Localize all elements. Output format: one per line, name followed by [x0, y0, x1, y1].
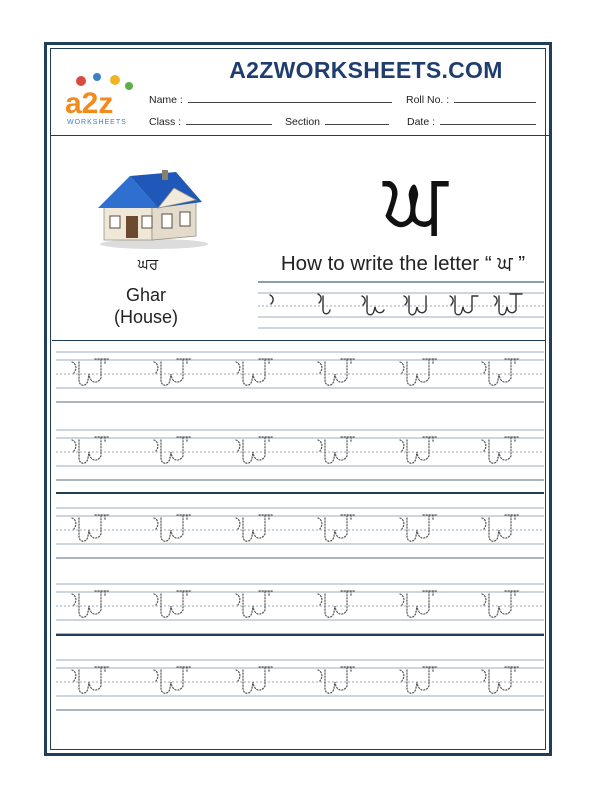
instruction-text: How to write the letter “ ਘ ” — [280, 252, 526, 275]
band-separator — [56, 492, 544, 494]
trace-letter[interactable] — [482, 359, 519, 385]
band-separator — [56, 634, 544, 636]
name-field[interactable] — [149, 93, 392, 106]
roll-label: Roll No. : — [406, 94, 450, 106]
punjabi-word: ਘਰ — [137, 255, 159, 273]
trace-letter[interactable] — [400, 667, 437, 693]
english-word: (House) — [113, 307, 179, 327]
class-field[interactable] — [149, 115, 272, 128]
trace-letter[interactable] — [318, 359, 355, 385]
trace-letter[interactable] — [236, 437, 273, 463]
trace-letter[interactable] — [154, 667, 191, 693]
trace-letter[interactable] — [482, 591, 519, 617]
trace-letter[interactable] — [72, 437, 109, 463]
trace-letter[interactable] — [72, 591, 109, 617]
section-divider — [52, 340, 546, 341]
trace-letter[interactable] — [154, 515, 191, 541]
name-label: Name : — [149, 94, 183, 106]
roll-field[interactable] — [406, 93, 536, 106]
trace-letter[interactable] — [318, 591, 355, 617]
house-illustration — [96, 166, 212, 250]
date-label: Date : — [407, 116, 436, 128]
trace-letter[interactable] — [318, 515, 355, 541]
trace-letter[interactable] — [236, 515, 273, 541]
trace-letter[interactable] — [236, 359, 273, 385]
trace-letter[interactable] — [318, 437, 355, 463]
practice-row[interactable] — [56, 350, 544, 406]
trace-letter[interactable] — [236, 591, 273, 617]
stroke-order-guide — [258, 280, 544, 330]
date-field[interactable] — [407, 115, 536, 128]
svg-text:a2z: a2z — [65, 87, 114, 120]
svg-text:WORKSHEETS: WORKSHEETS — [67, 119, 127, 126]
trace-letter[interactable] — [72, 667, 109, 693]
practice-row[interactable] — [56, 658, 544, 714]
trace-letter[interactable] — [400, 359, 437, 385]
trace-letter[interactable] — [236, 667, 273, 693]
svg-text:ਘ: ਘ — [383, 160, 447, 244]
practice-row[interactable] — [56, 582, 544, 638]
trace-letter[interactable] — [482, 515, 519, 541]
trace-letter[interactable] — [318, 667, 355, 693]
trace-letter[interactable] — [72, 359, 109, 385]
trace-letter[interactable] — [482, 437, 519, 463]
trace-letter[interactable] — [154, 591, 191, 617]
trace-letter[interactable] — [400, 515, 437, 541]
big-gurmukhi-letter — [360, 160, 470, 244]
trace-letter[interactable] — [72, 515, 109, 541]
trace-letter[interactable] — [482, 667, 519, 693]
trace-letter[interactable] — [400, 437, 437, 463]
class-label: Class : — [149, 116, 182, 128]
trace-letter[interactable] — [400, 591, 437, 617]
trace-letter[interactable] — [154, 437, 191, 463]
practice-row[interactable] — [56, 428, 544, 484]
section-field[interactable] — [285, 115, 389, 128]
word-meaning — [90, 284, 202, 328]
roman-word: Ghar — [125, 285, 167, 305]
trace-letter[interactable] — [154, 359, 191, 385]
a2z-logo — [59, 69, 145, 127]
section-label: Section — [285, 116, 321, 128]
practice-row[interactable] — [56, 506, 544, 562]
worksheet-header — [51, 49, 549, 136]
site-title: A2ZWORKSHEETS.COM — [229, 57, 503, 83]
